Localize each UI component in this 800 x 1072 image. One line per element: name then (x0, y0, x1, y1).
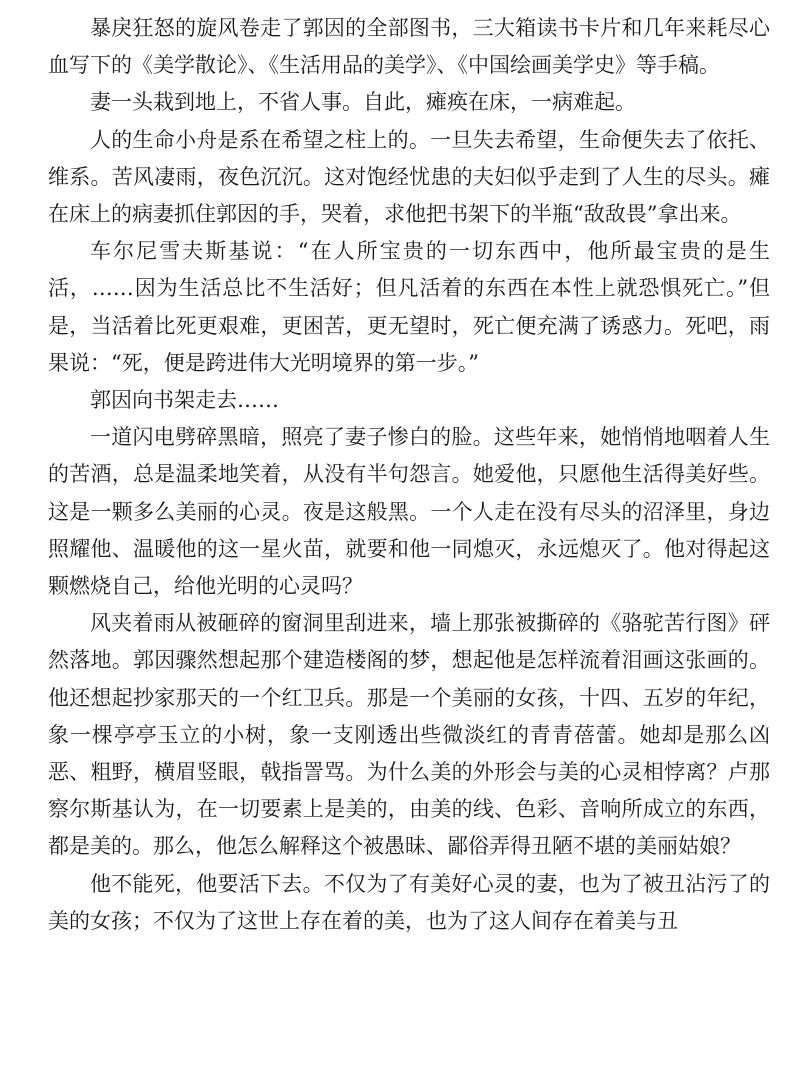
paragraph-1: 暴戾狂怒的旋风卷走了郭因的全部图书，三大箱读书卡片和几年来耗尽心血写下的《美学散论》、《生活用品的美学》、《中国绘画美学史》等手稿。 (48, 16, 770, 78)
document-page (48, 10, 770, 940)
paragraph-5: 郭因向书架走去…… (90, 388, 279, 413)
paragraph-6: 一道闪电劈碎黑暗，照亮了妻子惨白的脸。这些年来，她悄悄地咽着人生的苦酒，总是温柔地笑着，从没有半句怨言。她爱他，只愿他生活得美好些。这是一颗多么美丽的心灵。夜是这般黑。一个人走在没有尽头的沼泽里，身边照耀他、温暖他的这一星火苗，就要和他一同熄灭，永远熄灭了。他对得起这颗燃烧自己，给他光明的心灵吗？ (48, 425, 770, 599)
paragraph-7: 风夹着雨从被砸碎的窗洞里刮进来，墙上那张被撕碎的《骆驼苦行图》砰然落地。郭因骤然想起那个建造楼阁的梦，想起他是怎样流着泪画这张画的。他还想起抄家那天的一个红卫兵。那是一个美丽的女孩，十四、五岁的年纪，象一棵亭亭玉立的小树，象一支刚透出些微淡红的青青蓓蕾。她却是那么凶恶、粗野，横眉竖眼，戟指詈骂。为什么美的外形会与美的心灵相悖离？卢那察尔斯基认为，在一切要素上是美的，由美的线、色彩、音响所成立的东西，都是美的。那么，他怎么解释这个被愚昧、鄙俗弄得丑陋不堪的美丽姑娘？ (48, 611, 770, 859)
paragraph-4: 车尔尼雪夫斯基说：“在人所宝贵的一切东西中，他所最宝贵的是生活，……因为生活总比不生活好；但凡活着的东西在本性上就恐惧死亡。”但是，当活着比死更艰难，更困苦，更无望时，死亡便充满了诱惑力。死吧，雨果说：“死，便是跨进伟大光明境界的第一步。” (48, 239, 770, 375)
paragraph-8: 他不能死，他要活下去。不仅为了有美好心灵的妻，也为了被丑沾污了的美的女孩；不仅为了这世上存在着的美，也为了这人间存在着美与丑 (48, 871, 770, 933)
paragraph-2: 妻一头栽到地上，不省人事。自此，瘫痪在床，一病难起。 (90, 90, 636, 115)
paragraph-3: 人的生命小舟是系在希望之柱上的。一旦失去希望，生命便失去了依托、维系。苦风凄雨，夜色沉沉。这对饱经忧患的夫妇似乎走到了人生的尽头。瘫在床上的病妻抓住郭因的手，哭着，求他把书架下的半瓶“敌敌畏”拿出来。 (48, 127, 770, 227)
